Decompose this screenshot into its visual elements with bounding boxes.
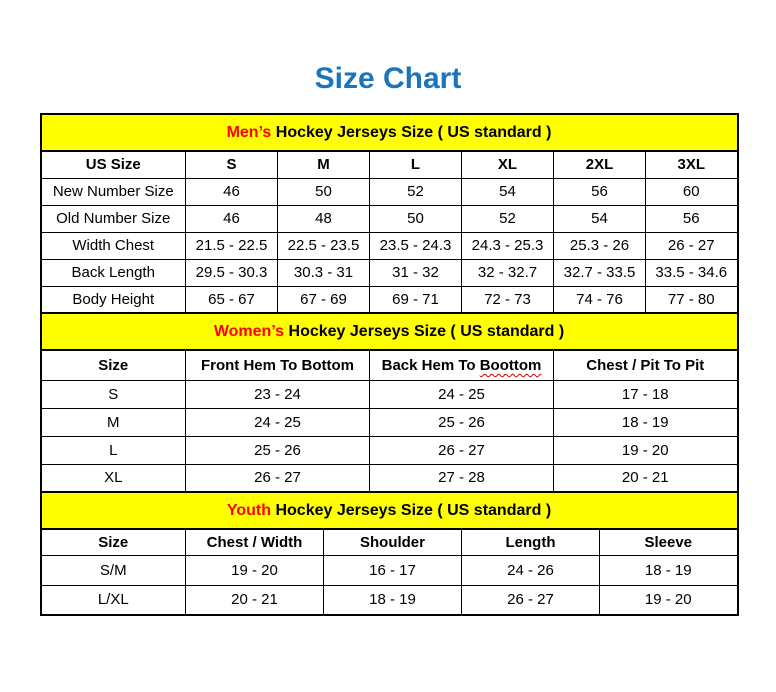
womens-size-table (40, 312, 739, 493)
youth-banner-highlight: Youth (226, 501, 272, 519)
table-row (41, 585, 738, 615)
size-value-cell: 30.3 - 31 (278, 259, 370, 286)
column-header-misspelled (370, 350, 554, 380)
youth-banner (41, 492, 738, 529)
column-header: Size (41, 529, 186, 555)
size-value-cell: 21.5 - 22.5 (186, 232, 278, 259)
size-value-cell: 18 - 19 (554, 408, 738, 436)
size-value-cell: 26 - 27 (186, 464, 370, 492)
womens-banner (41, 313, 738, 350)
row-label: Width Chest (41, 232, 186, 259)
size-value-cell: 18 - 19 (324, 585, 462, 615)
row-label: New Number Size (41, 178, 186, 205)
size-value-cell: 31 - 32 (370, 259, 462, 286)
size-value-cell: 25.3 - 26 (554, 232, 646, 259)
size-value-cell: 25 - 26 (370, 408, 554, 436)
size-value-cell: 67 - 69 (278, 286, 370, 313)
table-row (41, 555, 738, 585)
column-header: US Size (41, 151, 186, 178)
size-value-cell: 50 (370, 205, 462, 232)
column-header: Sleeve (600, 529, 738, 555)
row-label: L (41, 436, 186, 464)
size-value-cell: 32.7 - 33.5 (554, 259, 646, 286)
size-value-cell: 23.5 - 24.3 (370, 232, 462, 259)
size-chart-tables (40, 113, 737, 616)
mens-header-row (41, 151, 738, 178)
size-value-cell: 50 (278, 178, 370, 205)
size-value-cell: 23 - 24 (186, 380, 370, 408)
mens-banner-row (41, 114, 738, 151)
size-value-cell: 69 - 71 (370, 286, 462, 313)
womens-header-row (41, 350, 738, 380)
size-value-cell: 24 - 25 (186, 408, 370, 436)
womens-banner-highlight: Women’s (213, 322, 285, 340)
size-value-cell: 26 - 27 (370, 436, 554, 464)
size-value-cell: 52 (462, 205, 554, 232)
youth-size-table (40, 491, 739, 616)
misspelled-word: Boottom (479, 356, 542, 374)
row-label: XL (41, 464, 186, 492)
size-value-cell: 19 - 20 (600, 585, 738, 615)
column-header: L (370, 151, 462, 178)
column-header: Size (41, 350, 186, 380)
table-row (41, 464, 738, 492)
womens-banner-row (41, 313, 738, 350)
size-value-cell: 65 - 67 (186, 286, 278, 313)
size-value-cell: 26 - 27 (462, 585, 600, 615)
table-row (41, 205, 738, 232)
size-value-cell: 16 - 17 (324, 555, 462, 585)
row-label: M (41, 408, 186, 436)
row-label: S/M (41, 555, 186, 585)
column-header: 3XL (646, 151, 738, 178)
column-header: XL (462, 151, 554, 178)
size-value-cell: 72 - 73 (462, 286, 554, 313)
youth-header-row (41, 529, 738, 555)
row-label: S (41, 380, 186, 408)
size-value-cell: 46 (186, 205, 278, 232)
size-value-cell: 74 - 76 (554, 286, 646, 313)
table-row (41, 380, 738, 408)
column-header: Chest / Pit To Pit (554, 350, 738, 380)
table-row (41, 408, 738, 436)
size-value-cell: 17 - 18 (554, 380, 738, 408)
table-row (41, 259, 738, 286)
column-header: 2XL (554, 151, 646, 178)
size-value-cell: 27 - 28 (370, 464, 554, 492)
column-header: Shoulder (324, 529, 462, 555)
column-header: Length (462, 529, 600, 555)
size-value-cell: 24 - 26 (462, 555, 600, 585)
size-value-cell: 60 (646, 178, 738, 205)
size-value-cell: 19 - 20 (554, 436, 738, 464)
size-value-cell: 56 (554, 178, 646, 205)
row-label: Back Length (41, 259, 186, 286)
size-value-cell: 52 (370, 178, 462, 205)
table-row (41, 286, 738, 313)
size-value-cell: 48 (278, 205, 370, 232)
column-header: Chest / Width (186, 529, 324, 555)
size-value-cell: 54 (554, 205, 646, 232)
mens-banner-rest: Hockey Jerseys Size ( US standard ) (271, 123, 552, 141)
size-value-cell: 29.5 - 30.3 (186, 259, 278, 286)
size-value-cell: 22.5 - 23.5 (278, 232, 370, 259)
table-row (41, 436, 738, 464)
page-title: Size Chart (314, 62, 462, 95)
mens-banner (41, 114, 738, 151)
column-header: S (186, 151, 278, 178)
size-value-cell: 46 (186, 178, 278, 205)
size-value-cell: 56 (646, 205, 738, 232)
youth-banner-row (41, 492, 738, 529)
size-value-cell: 19 - 20 (186, 555, 324, 585)
size-value-cell: 20 - 21 (186, 585, 324, 615)
size-value-cell: 32 - 32.7 (462, 259, 554, 286)
column-header: M (278, 151, 370, 178)
row-label: Body Height (41, 286, 186, 313)
table-row (41, 178, 738, 205)
size-value-cell: 33.5 - 34.6 (646, 259, 738, 286)
womens-banner-rest: Hockey Jerseys Size ( US standard ) (284, 322, 565, 340)
size-value-cell: 77 - 80 (646, 286, 738, 313)
size-value-cell: 24 - 25 (370, 380, 554, 408)
mens-size-table (40, 113, 739, 314)
table-row (41, 232, 738, 259)
column-header: Front Hem To Bottom (186, 350, 370, 380)
size-value-cell: 24.3 - 25.3 (462, 232, 554, 259)
size-value-cell: 26 - 27 (646, 232, 738, 259)
size-value-cell: 18 - 19 (600, 555, 738, 585)
size-value-cell: 20 - 21 (554, 464, 738, 492)
size-value-cell: 25 - 26 (186, 436, 370, 464)
misspelled-header-prefix: Back Hem To (381, 356, 480, 374)
mens-banner-highlight: Men’s (226, 123, 272, 141)
row-label: Old Number Size (41, 205, 186, 232)
row-label: L/XL (41, 585, 186, 615)
youth-banner-rest: Hockey Jerseys Size ( US standard ) (271, 501, 552, 519)
size-value-cell: 54 (462, 178, 554, 205)
